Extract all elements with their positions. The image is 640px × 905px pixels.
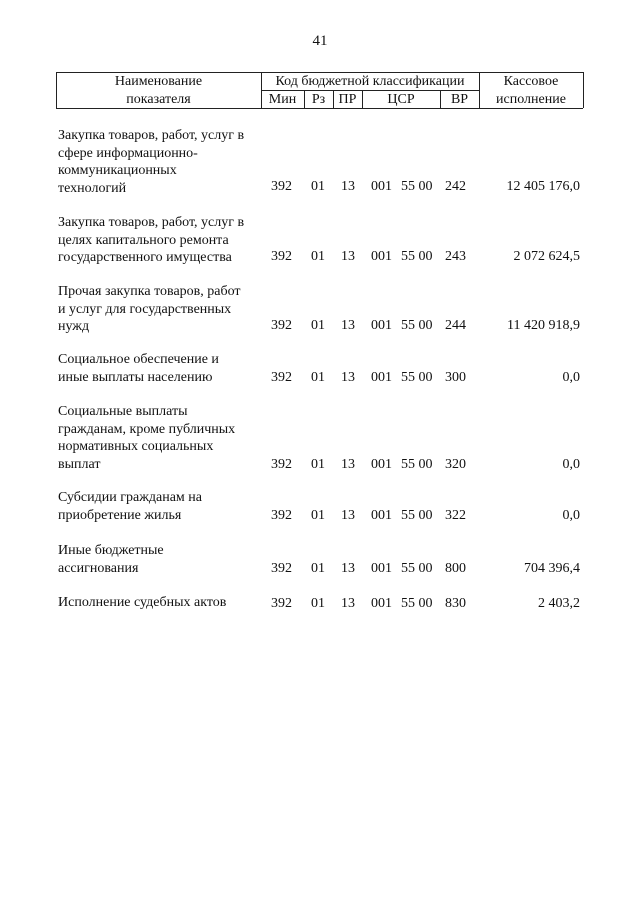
cell-pr: 13 <box>341 179 355 194</box>
cell-pr: 13 <box>341 370 355 385</box>
table-row <box>0 283 640 334</box>
cell-csr-a: 001 <box>371 457 392 472</box>
cell-amount: 11 420 918,9 <box>507 318 580 333</box>
header-name-line1: Наименование <box>114 74 203 89</box>
cell-amount: 0,0 <box>562 457 580 472</box>
row-name <box>58 214 273 267</box>
cell-vr: 300 <box>445 370 466 385</box>
cell-csr-b: 55 00 <box>401 179 433 194</box>
cell-rz: 01 <box>311 249 325 264</box>
cell-min: 392 <box>271 318 292 333</box>
cell-rz: 01 <box>311 596 325 611</box>
row-name-line: нормативных социальных <box>58 439 214 454</box>
row-name-line: государственного имущества <box>58 250 232 265</box>
row-name-line: коммуникационных <box>58 163 177 178</box>
cell-csr-b: 55 00 <box>401 508 433 523</box>
row-name <box>58 403 273 473</box>
header-cash-line2: исполнение <box>496 92 566 107</box>
row-name-line: сфере информационно- <box>58 145 198 161</box>
cell-vr: 320 <box>445 457 466 472</box>
row-name-line: Закупка товаров, работ, услуг в <box>58 215 245 230</box>
row-name-line: Закупка товаров, работ, услуг в <box>58 128 245 143</box>
row-name-line: Социальные выплаты <box>58 404 188 419</box>
row-name-line: технологий <box>58 180 127 196</box>
cell-amount: 0,0 <box>562 370 580 385</box>
row-name-line: Субсидии гражданам на <box>58 490 202 505</box>
table-row <box>0 403 640 473</box>
cell-vr: 800 <box>445 561 466 576</box>
row-name-line: гражданам, кроме публичных <box>58 421 236 437</box>
cell-min: 392 <box>271 596 292 611</box>
header-cash-line1: Кассовое <box>503 74 559 89</box>
row-name-line: Исполнение судебных актов <box>58 595 227 610</box>
cell-pr: 13 <box>341 318 355 333</box>
table-row <box>0 214 640 265</box>
row-name-line: целях капитального ремонта <box>58 232 229 248</box>
cell-pr: 13 <box>341 596 355 611</box>
cell-rz: 01 <box>311 561 325 576</box>
page-number: 41 <box>312 33 328 49</box>
cell-csr-b: 55 00 <box>401 318 433 333</box>
cell-vr: 243 <box>445 249 466 264</box>
cell-min: 392 <box>271 508 292 523</box>
cell-rz: 01 <box>311 370 325 385</box>
cell-csr-b: 55 00 <box>401 249 433 264</box>
header-bottom-border <box>56 108 583 109</box>
header-col-rz: Рз <box>311 92 326 107</box>
cell-amount: 0,0 <box>562 508 580 523</box>
row-name-line: Социальное обеспечение и <box>58 352 219 367</box>
cell-min: 392 <box>271 179 292 194</box>
header-code-group: Код бюджетной классификации <box>275 74 465 89</box>
header-col-vr: ВР <box>450 92 469 107</box>
cell-vr: 322 <box>445 508 466 523</box>
header-col-min: Мин <box>268 92 297 107</box>
cell-csr-a: 001 <box>371 370 392 385</box>
row-name <box>58 542 273 577</box>
row-name-line: и услуг для государственных <box>58 301 232 317</box>
table-row <box>0 489 640 524</box>
cell-min: 392 <box>271 370 292 385</box>
cell-pr: 13 <box>341 457 355 472</box>
cell-csr-b: 55 00 <box>401 457 433 472</box>
cell-amount: 12 405 176,0 <box>506 179 580 194</box>
cell-amount: 704 396,4 <box>524 561 580 576</box>
cell-min: 392 <box>271 249 292 264</box>
cell-csr-b: 55 00 <box>401 370 433 385</box>
row-name <box>58 283 273 336</box>
cell-rz: 01 <box>311 508 325 523</box>
cell-csr-a: 001 <box>371 179 392 194</box>
row-name <box>58 594 273 612</box>
row-name-line: Иные бюджетные <box>58 543 164 558</box>
cell-amount: 2 072 624,5 <box>513 249 580 264</box>
row-name <box>58 127 273 197</box>
header-col-csr: ЦСР <box>387 92 415 107</box>
row-name-line: выплат <box>58 456 101 472</box>
cell-rz: 01 <box>311 179 325 194</box>
cell-csr-a: 001 <box>371 249 392 264</box>
table-row <box>0 351 640 386</box>
cell-vr: 830 <box>445 596 466 611</box>
row-name <box>58 489 273 524</box>
table-row <box>0 127 640 195</box>
cell-amount: 2 403,2 <box>538 596 580 611</box>
table-row <box>0 594 640 612</box>
cell-min: 392 <box>271 457 292 472</box>
table-header <box>56 72 583 108</box>
cell-csr-a: 001 <box>371 508 392 523</box>
row-name <box>58 351 273 386</box>
cell-pr: 13 <box>341 561 355 576</box>
row-name-line: приобретение жилья <box>58 507 182 523</box>
cell-rz: 01 <box>311 457 325 472</box>
row-name-line: Прочая закупка товаров, работ <box>58 284 241 299</box>
cell-min: 392 <box>271 561 292 576</box>
cell-rz: 01 <box>311 318 325 333</box>
row-name-line: нужд <box>58 319 90 334</box>
cell-csr-a: 001 <box>371 318 392 333</box>
cell-csr-a: 001 <box>371 596 392 611</box>
cell-pr: 13 <box>341 508 355 523</box>
cell-pr: 13 <box>341 249 355 264</box>
cell-vr: 242 <box>445 179 466 194</box>
cell-csr-b: 55 00 <box>401 561 433 576</box>
header-right-border <box>583 72 584 108</box>
header-col-pr: ПР <box>338 92 357 107</box>
cell-vr: 244 <box>445 318 466 333</box>
table-row <box>0 542 640 577</box>
row-name-line: иные выплаты населению <box>58 369 213 385</box>
cell-csr-a: 001 <box>371 561 392 576</box>
row-name-line: ассигнования <box>58 560 139 576</box>
header-name-line2: показателя <box>126 92 191 107</box>
cell-csr-b: 55 00 <box>401 596 433 611</box>
